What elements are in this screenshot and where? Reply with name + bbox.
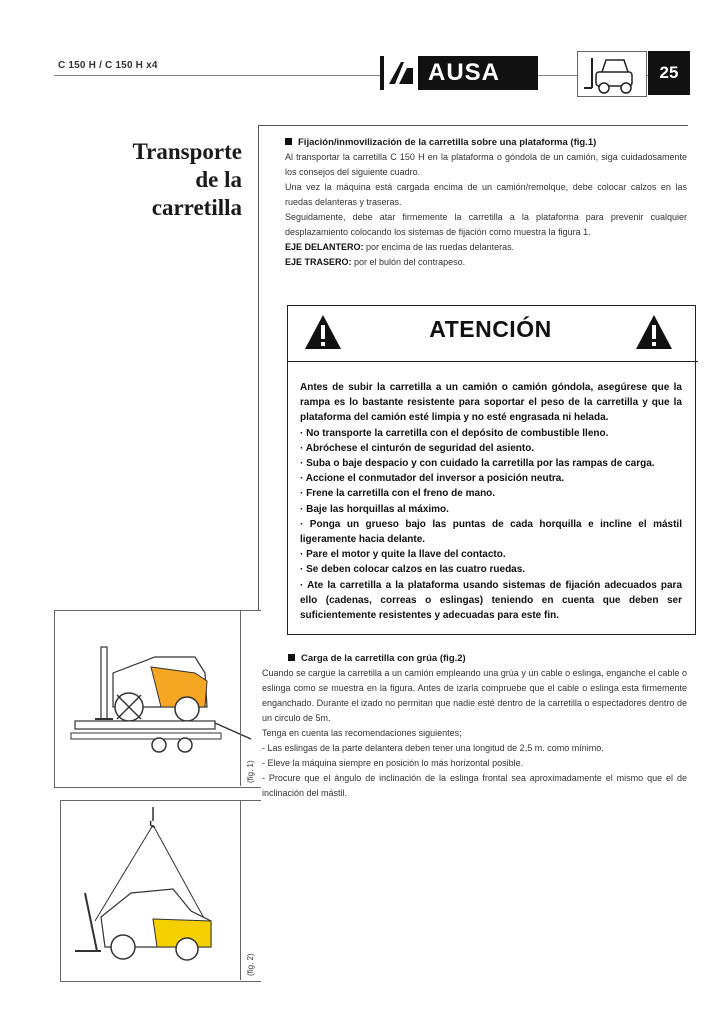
model-label: C 150 H / C 150 H x4 bbox=[58, 60, 158, 71]
warning-text bbox=[300, 380, 682, 623]
warning-line: · Abróchese el cinturón de seguridad del asiento. bbox=[300, 442, 535, 454]
section-title bbox=[62, 138, 242, 222]
section-fixation bbox=[285, 137, 687, 270]
forklift-on-truck-illustration bbox=[55, 611, 255, 781]
crane-paragraph-1: Cuando se cargue la carretilla a un camión empleando una grúa y un cable o eslinga, enganche el cable o eslinga como se muestra en la figura. Antes de izarla compruebe que el cable o eslinga esta firmemente enganchado. Durante el izado no permitan que nadie esté dentro de la carretilla o espectadores dentro de un circulo de 5m. bbox=[262, 668, 687, 723]
warning-line: · Ponga un grueso bajo las puntas de cada horquilla e incline el mástil ligeramente hacia delante. bbox=[300, 518, 682, 546]
figure-2-label: (fig. 2) bbox=[246, 953, 255, 976]
warning-line: · No transporte la carretilla con el depósito de combustible lleno. bbox=[300, 427, 609, 439]
fixation-paragraph-3: Seguidamente, debe atar firmemente la carretilla a la plataforma para prevenir cualquier desplazamiento colocando los sistemas de fijación como muestra la figura 1. bbox=[285, 212, 687, 237]
warning-line: · Se deben colocar calzos en las cuatro ruedas. bbox=[300, 564, 526, 576]
crane-bullet: - Procure que el ángulo de inclinación de la eslinga frontal sea aproximadamente el mismo que el de inclinación del mástil. bbox=[262, 773, 687, 798]
figure-1 bbox=[54, 610, 261, 788]
figure-1-side-rule bbox=[240, 610, 241, 786]
rear-axle-note bbox=[285, 255, 687, 270]
figure-2-side-rule bbox=[240, 800, 241, 980]
section-fixation-heading bbox=[285, 137, 687, 148]
rear-axle-text: por el bulón del contrapeso. bbox=[351, 257, 466, 267]
figure-1-label: (fig. 1) bbox=[246, 760, 255, 783]
warning-title: ATENCIÓN bbox=[429, 316, 552, 342]
fixation-paragraph-1: Al transportar la carretilla C 150 H en la plataforma o góndola de un camión, siga cuidadosamente los consejos del siguiente cuadro. bbox=[285, 152, 687, 177]
crane-bullet: - Las eslingas de la parte delantera deben tener una longitud de 2,5 m. como mínimo. bbox=[262, 743, 604, 753]
brand-name: AUSA bbox=[428, 59, 501, 86]
rear-axle-label: EJE TRASERO: bbox=[285, 257, 352, 267]
brand-logo bbox=[380, 56, 538, 90]
crane-bullet: - Eleve la máquina siempre en posición lo más horizontal posible. bbox=[262, 758, 524, 768]
warning-line: · Suba o baje despacio y con cuidado la carretilla por las rampas de carga. bbox=[300, 458, 655, 470]
warning-banner-rule bbox=[287, 361, 698, 362]
brand-mark-icon bbox=[384, 56, 418, 90]
warning-line: · Accione el conmutador del inversor a posición neutra. bbox=[300, 473, 565, 485]
front-axle-note bbox=[285, 240, 687, 255]
front-axle-label: EJE DELANTERO: bbox=[285, 242, 364, 252]
front-axle-text: por encima de las ruedas delanteras. bbox=[363, 242, 515, 252]
page-number: 25 bbox=[648, 51, 690, 95]
heading-text: Carga de la carretilla con grúa (fig.2) bbox=[301, 653, 466, 664]
section-crane-heading bbox=[288, 653, 687, 664]
warning-line: · Pare el motor y quite la llave del contacto. bbox=[300, 549, 506, 561]
section-title-line: de la bbox=[195, 167, 242, 192]
crane-paragraph-2: Tenga en cuenta las recomendaciones siguientes; bbox=[262, 728, 462, 738]
square-bullet-icon bbox=[288, 654, 295, 661]
section-title-line: Transporte bbox=[132, 139, 242, 164]
content-top-rule bbox=[258, 125, 688, 126]
warning-line: Antes de subir la carretilla a un camión o camión góndola, asegúrese que la rampa es lo bastante resistente para soportar el peso de la carretilla y que la plataforma del camión esté limpia y no esté engrasada ni helada. bbox=[300, 382, 682, 424]
warning-line: · Frene la carretilla con el freno de mano. bbox=[300, 488, 496, 500]
heading-text: Fijación/inmovilización de la carretilla sobre una plataforma (fig.1) bbox=[298, 137, 597, 148]
forklift-icon bbox=[577, 51, 647, 97]
column-divider bbox=[258, 125, 259, 630]
warning-line: · Ate la carretilla a la plataforma usando sistemas de fijación adecuados para ello (cadenas, correas o eslingas) teniendo en cuenta que deben ser suficientemente resistentes y adecuadas para este fin. bbox=[300, 579, 682, 622]
fixation-paragraph-2: Una vez la máquina está cargada encima de un camión/remolque, debe colocar calzos en las ruedas delanteras y traseras. bbox=[285, 182, 687, 207]
section-crane bbox=[262, 653, 687, 801]
forklift-crane-lift-illustration bbox=[61, 801, 243, 979]
section-title-line: carretilla bbox=[151, 195, 242, 220]
figure-2 bbox=[60, 800, 261, 982]
warning-line: · Baje las horquillas al máximo. bbox=[300, 503, 449, 515]
square-bullet-icon bbox=[285, 138, 292, 145]
